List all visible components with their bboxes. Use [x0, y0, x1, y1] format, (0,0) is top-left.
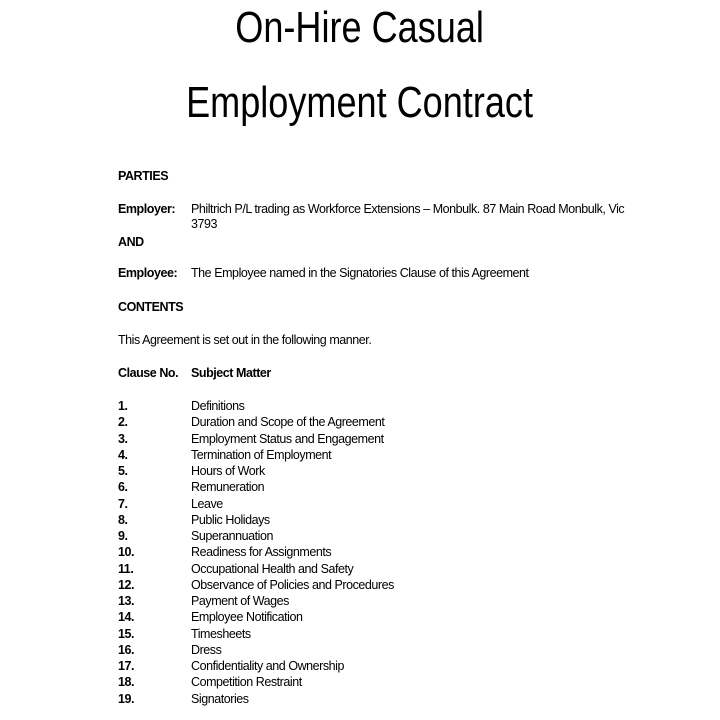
clause-subject: Public Holidays	[191, 512, 270, 527]
clause-subject: Payment of Wages	[191, 594, 289, 608]
clause-subject: Superannuation	[191, 529, 273, 543]
clause-number: 8.	[118, 512, 128, 527]
subject-matter-header: Subject Matter	[191, 366, 271, 380]
employer-value: Philtrich P/L trading as Workforce Extensions – Monbulk. 87 Main Road Monbulk, Vic	[191, 202, 625, 216]
parties-heading: PARTIES	[118, 169, 169, 183]
clause-subject: Signatories	[191, 691, 249, 706]
clause-number: 18.	[118, 675, 135, 690]
clause-number: 2.	[118, 415, 128, 430]
clause-number: 7.	[118, 496, 128, 511]
clause-number: 17.	[118, 659, 135, 673]
clause-subject: Timesheets	[191, 626, 251, 641]
clause-number: 10.	[118, 545, 135, 560]
clause-subject: Employment Status and Engagement	[191, 431, 384, 446]
clause-number: 9.	[118, 529, 128, 543]
document-title-line-2: Employment Contract	[186, 78, 534, 127]
clause-number: 1.	[118, 399, 128, 413]
clause-subject: Readiness for Assignments	[191, 545, 332, 560]
employee-label: Employee:	[118, 266, 178, 280]
clause-subject: Duration and Scope of the Agreement	[191, 415, 385, 430]
clause-subject: Hours of Work	[191, 464, 265, 478]
employer-label: Employer:	[118, 202, 176, 216]
clause-number: 19.	[118, 691, 135, 706]
clause-number: 16.	[118, 642, 135, 657]
clause-number: 4.	[118, 447, 128, 462]
and-label: AND	[118, 235, 144, 249]
clause-number: 14.	[118, 610, 135, 625]
clause-subject: Leave	[191, 496, 223, 511]
clause-number: 5.	[118, 464, 128, 478]
clause-number: 6.	[118, 480, 128, 495]
clause-subject: Definitions	[191, 399, 245, 413]
clause-subject: Remuneration	[191, 480, 265, 495]
clause-number: 15.	[118, 626, 135, 641]
contents-heading: CONTENTS	[118, 300, 184, 314]
clause-subject: Termination of Employment	[191, 447, 332, 462]
clause-no-header: Clause No.	[118, 366, 179, 380]
clause-number: 3.	[118, 431, 128, 446]
clause-number: 12.	[118, 577, 135, 592]
employee-value: The Employee named in the Signatories Clause of this Agreement	[191, 266, 529, 280]
clause-subject: Occupational Health and Safety	[191, 561, 354, 576]
document-title-line-1: On-Hire Casual	[235, 3, 485, 52]
clause-subject: Dress	[191, 642, 222, 657]
contents-intro: This Agreement is set out in the following manner.	[118, 333, 372, 347]
employer-value-cont: 3793	[191, 217, 218, 231]
clause-subject: Observance of Policies and Procedures	[191, 577, 394, 592]
clause-number: 13.	[118, 594, 135, 608]
clause-number: 11.	[118, 561, 134, 576]
clause-subject: Employee Notification	[191, 610, 303, 625]
clause-subject: Confidentiality and Ownership	[191, 659, 345, 673]
clause-subject: Competition Restraint	[191, 675, 302, 690]
